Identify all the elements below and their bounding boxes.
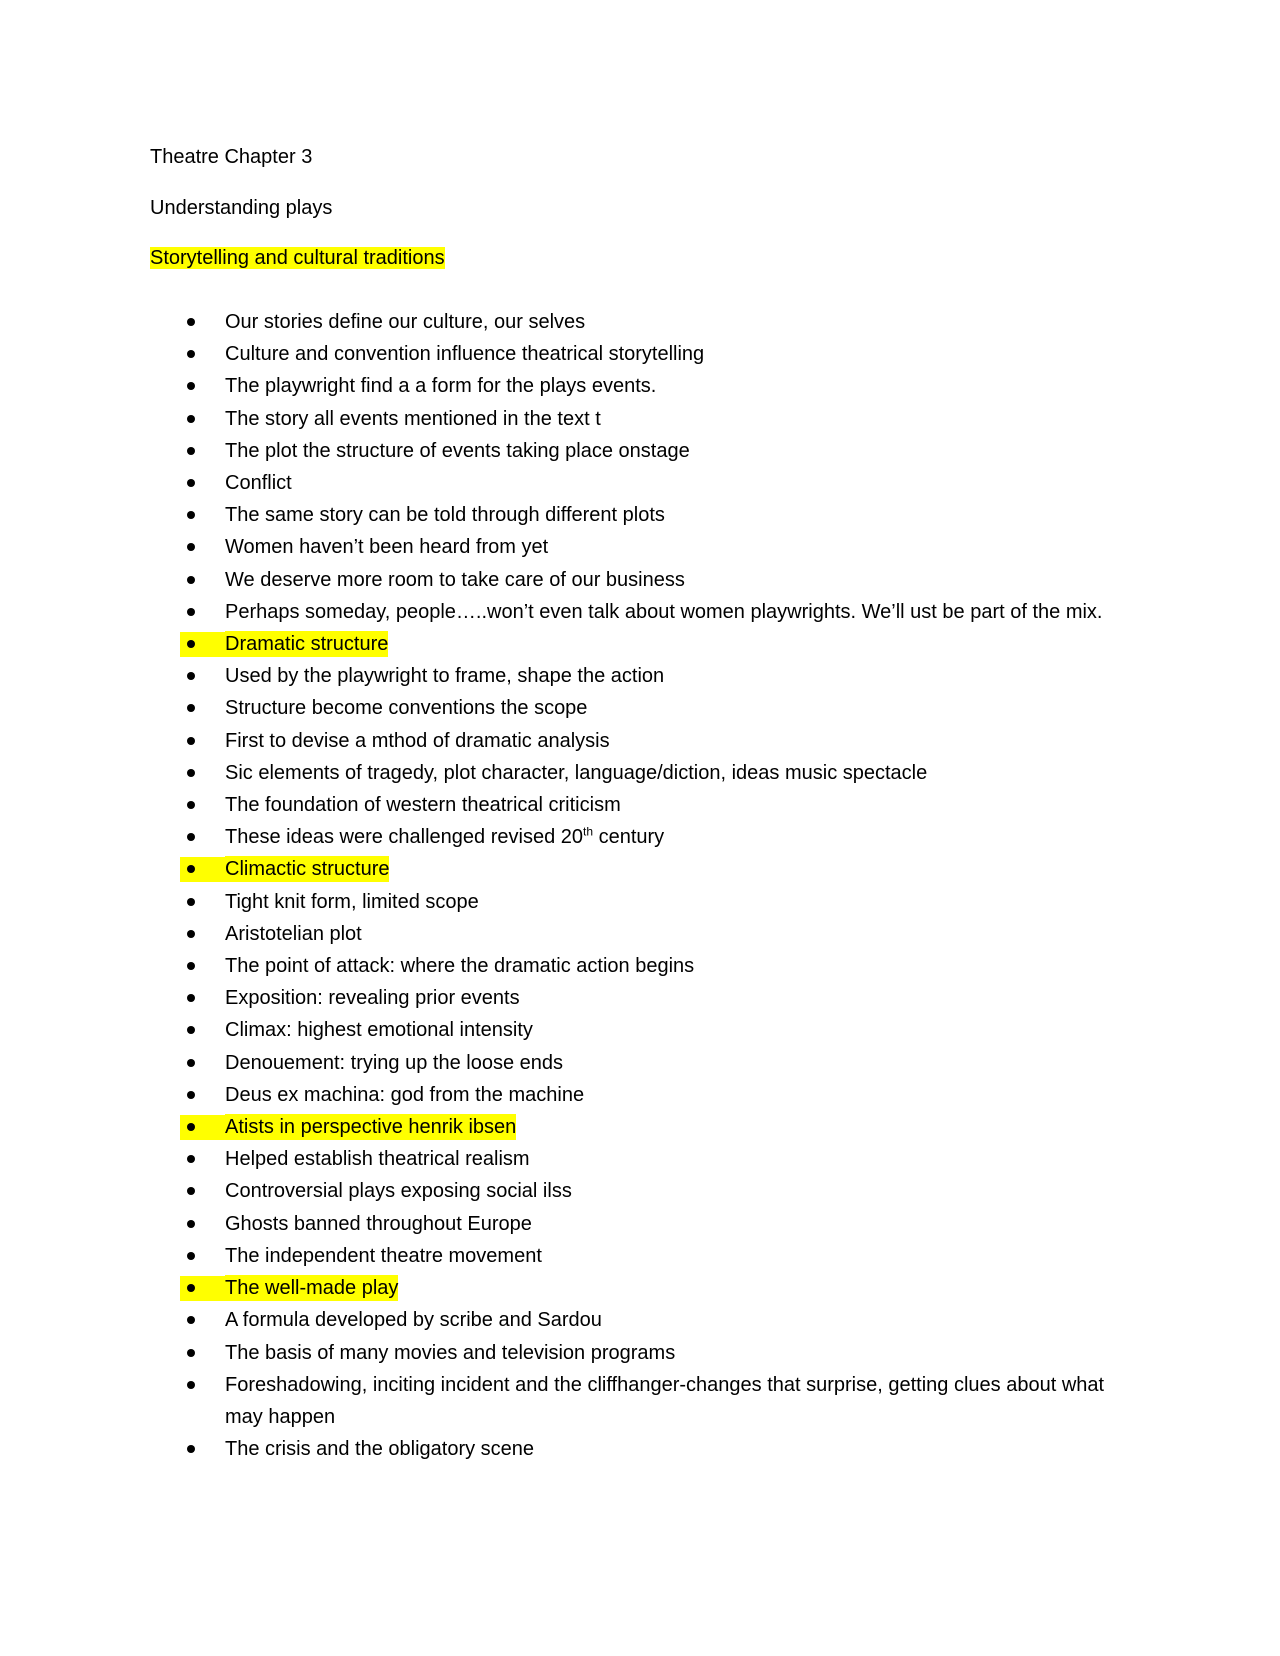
bullet-text xyxy=(225,408,601,430)
bullet-text xyxy=(225,826,664,848)
bullet-dot-icon xyxy=(187,737,195,745)
bullet-text-main: Structure become conventions the scope xyxy=(225,697,588,720)
bullet-text-main: The basis of many movies and television programs xyxy=(225,1341,676,1364)
bullet-item xyxy=(150,1240,1130,1272)
bullet-dot-icon xyxy=(187,576,195,584)
section-heading xyxy=(150,246,445,270)
bullet-dot-icon xyxy=(187,1316,195,1324)
bullet-item xyxy=(150,403,1130,435)
bullet-text xyxy=(225,1374,1104,1428)
bullet-text-main: Deus ex machina: god from the machine xyxy=(225,1083,585,1106)
bullet-text xyxy=(225,1084,584,1106)
bullet-dot-icon xyxy=(187,415,195,423)
bullet-text-main: The independent theatre movement xyxy=(225,1244,542,1267)
bullet-text-main: Aristotelian plot xyxy=(225,922,362,945)
bullet-dot-icon xyxy=(187,640,195,648)
bullet-text xyxy=(225,1114,516,1140)
bullet-text-main: Used by the playwright to frame, shape the action xyxy=(225,665,665,688)
bullet-text-main: Climax: highest emotional intensity xyxy=(225,1019,533,1042)
bullet-text-main: Our stories define our culture, our selves xyxy=(225,311,586,333)
bullet-item xyxy=(150,982,1130,1014)
bullet-text-main: The well-made play xyxy=(225,1277,399,1300)
bullet-text-main: Women haven’t been heard from yet xyxy=(225,536,549,559)
bullet-text xyxy=(225,440,690,462)
bullet-subheading xyxy=(150,628,1130,660)
bullet-text-main: The point of attack: where the dramatic action begins xyxy=(225,955,695,978)
bullet-dot-icon xyxy=(187,447,195,455)
bullet-dot-icon xyxy=(187,1445,195,1453)
bullet-dot-icon xyxy=(187,318,195,326)
bullet-text xyxy=(225,1245,542,1267)
bullet-text xyxy=(225,762,927,784)
bullet-dot-icon xyxy=(187,511,195,519)
doc-subtitle: Understanding plays xyxy=(150,197,333,219)
bullet-dot-icon xyxy=(187,350,195,358)
bullet-subheading xyxy=(150,1272,1130,1304)
bullet-text-main: Exposition: revealing prior events xyxy=(225,987,520,1010)
bullet-dot-icon xyxy=(187,608,195,616)
bullet-dot-icon xyxy=(187,769,195,777)
bullet-text-after: century xyxy=(593,826,665,849)
bullet-text xyxy=(225,891,479,913)
bullet-item xyxy=(150,886,1130,918)
bullet-text xyxy=(225,955,694,977)
bullet-dot-icon xyxy=(187,543,195,551)
bullet-text xyxy=(225,375,656,397)
bullet-text-main: Conflict xyxy=(225,472,292,495)
bullet-subheading xyxy=(150,1111,1130,1143)
bullet-item xyxy=(150,789,1130,821)
bullet-dot-icon xyxy=(187,1059,195,1067)
bullet-subheading xyxy=(150,853,1130,885)
bullet-text xyxy=(225,569,685,591)
bullet-dot-icon xyxy=(187,898,195,906)
bullet-dot-icon xyxy=(187,704,195,712)
bullet-item xyxy=(150,1304,1130,1336)
bullet-superscript: th xyxy=(583,824,594,839)
bullet-item xyxy=(150,1433,1130,1465)
bullet-text xyxy=(225,472,292,494)
bullet-item xyxy=(150,1175,1130,1207)
bullet-dot-icon xyxy=(187,479,195,487)
bullet-text-main: Climactic structure xyxy=(225,858,390,881)
bullet-item xyxy=(150,725,1130,757)
bullet-text xyxy=(225,631,388,657)
bullet-dot-icon xyxy=(187,382,195,390)
bullet-item xyxy=(150,1047,1130,1079)
bullet-text xyxy=(225,923,362,945)
bullet-item xyxy=(150,660,1130,692)
bullet-text-main: The playwright find a a form for the plays events. xyxy=(225,375,657,398)
bullet-dot-icon xyxy=(187,1155,195,1163)
bullet-item xyxy=(150,1014,1130,1046)
bullet-text xyxy=(225,665,664,687)
bullet-text-main: Atists in perspective henrik ibsen xyxy=(225,1116,517,1139)
bullet-item xyxy=(150,596,1130,628)
bullet-item xyxy=(150,306,1130,338)
bullet-item xyxy=(150,1369,1130,1433)
bullet-dot-icon xyxy=(187,833,195,841)
bullet-text-main: We deserve more room to take care of our business xyxy=(225,568,685,591)
bullet-text xyxy=(225,504,665,526)
bullet-item xyxy=(150,1337,1130,1369)
bullet-text xyxy=(225,1438,534,1460)
bullet-text xyxy=(225,856,389,882)
bullet-text xyxy=(225,311,585,333)
bullet-text-main: Controversial plays exposing social ilss xyxy=(225,1180,572,1203)
bullet-text xyxy=(225,1213,532,1235)
bullet-text-main: First to devise a mthod of dramatic analysis xyxy=(225,729,610,752)
bullet-item xyxy=(150,1143,1130,1175)
bullet-text xyxy=(225,1309,602,1331)
bullet-dot-icon xyxy=(187,1381,195,1389)
bullet-dot-icon xyxy=(187,801,195,809)
bullet-item xyxy=(150,821,1130,853)
doc-title: Theatre Chapter 3 xyxy=(150,146,313,168)
bullet-item xyxy=(150,338,1130,370)
bullet-text-main: Helped establish theatrical realism xyxy=(225,1148,530,1171)
bullet-text-main: Denouement: trying up the loose ends xyxy=(225,1051,563,1074)
bullet-list xyxy=(150,306,1130,1465)
bullet-text xyxy=(225,343,704,365)
bullet-item xyxy=(150,692,1130,724)
bullet-item xyxy=(150,1079,1130,1111)
bullet-item xyxy=(150,531,1130,563)
bullet-text-main: The same story can be told through different plots xyxy=(225,504,665,527)
bullet-text-main: The story all events mentioned in the text t xyxy=(225,407,601,430)
bullet-dot-icon xyxy=(187,672,195,680)
bullet-text-main: A formula developed by scribe and Sardou xyxy=(225,1309,602,1332)
bullet-item xyxy=(150,918,1130,950)
bullet-text xyxy=(225,730,610,752)
bullet-item xyxy=(150,499,1130,531)
section-heading-text: Storytelling and cultural traditions xyxy=(150,247,445,269)
bullet-text xyxy=(225,1148,530,1170)
bullet-text-main: The crisis and the obligatory scene xyxy=(225,1438,535,1461)
bullet-text-main: Culture and convention influence theatrical storytelling xyxy=(225,343,705,366)
bullet-dot-icon xyxy=(187,962,195,970)
bullet-text-main: Dramatic structure xyxy=(225,633,389,656)
bullet-text xyxy=(225,601,1102,623)
bullet-dot-icon xyxy=(187,1252,195,1260)
bullet-text xyxy=(225,1275,398,1301)
bullet-text xyxy=(225,1180,572,1202)
bullet-item xyxy=(150,435,1130,467)
bullet-text xyxy=(225,697,587,719)
bullet-text-main: The foundation of western theatrical criticism xyxy=(225,794,621,817)
bullet-item xyxy=(150,1208,1130,1240)
bullet-text xyxy=(225,1019,533,1041)
bullet-item xyxy=(150,370,1130,402)
bullet-text xyxy=(225,1052,563,1074)
bullet-item xyxy=(150,950,1130,982)
bullet-text-main: Perhaps someday, people…..won’t even talk about women playwrights. We’ll ust be part of the mix. xyxy=(225,600,1103,623)
bullet-text xyxy=(225,794,621,816)
bullet-dot-icon xyxy=(187,1091,195,1099)
bullet-text-main: Tight knit form, limited scope xyxy=(225,890,479,913)
bullet-text xyxy=(225,1342,675,1364)
bullet-dot-icon xyxy=(187,1026,195,1034)
bullet-dot-icon xyxy=(187,930,195,938)
bullet-item xyxy=(150,564,1130,596)
bullet-item xyxy=(150,757,1130,789)
bullet-text-main: Ghosts banned throughout Europe xyxy=(225,1212,532,1235)
bullet-dot-icon xyxy=(187,1349,195,1357)
bullet-dot-icon xyxy=(187,994,195,1002)
bullet-text-main: Foreshadowing, inciting incident and the cliffhanger-changes that surprise, getting clues about what may happen xyxy=(225,1373,1105,1428)
bullet-text-main: Sic elements of tragedy, plot character, language/diction, ideas music spectacle xyxy=(225,761,928,784)
bullet-dot-icon xyxy=(187,1187,195,1195)
bullet-text xyxy=(225,987,520,1009)
bullet-text xyxy=(225,536,548,558)
bullet-item xyxy=(150,467,1130,499)
bullet-text-main: These ideas were challenged revised 20 xyxy=(225,826,583,849)
bullet-dot-icon xyxy=(187,1220,195,1228)
bullet-text-main: The plot the structure of events taking place onstage xyxy=(225,439,690,462)
